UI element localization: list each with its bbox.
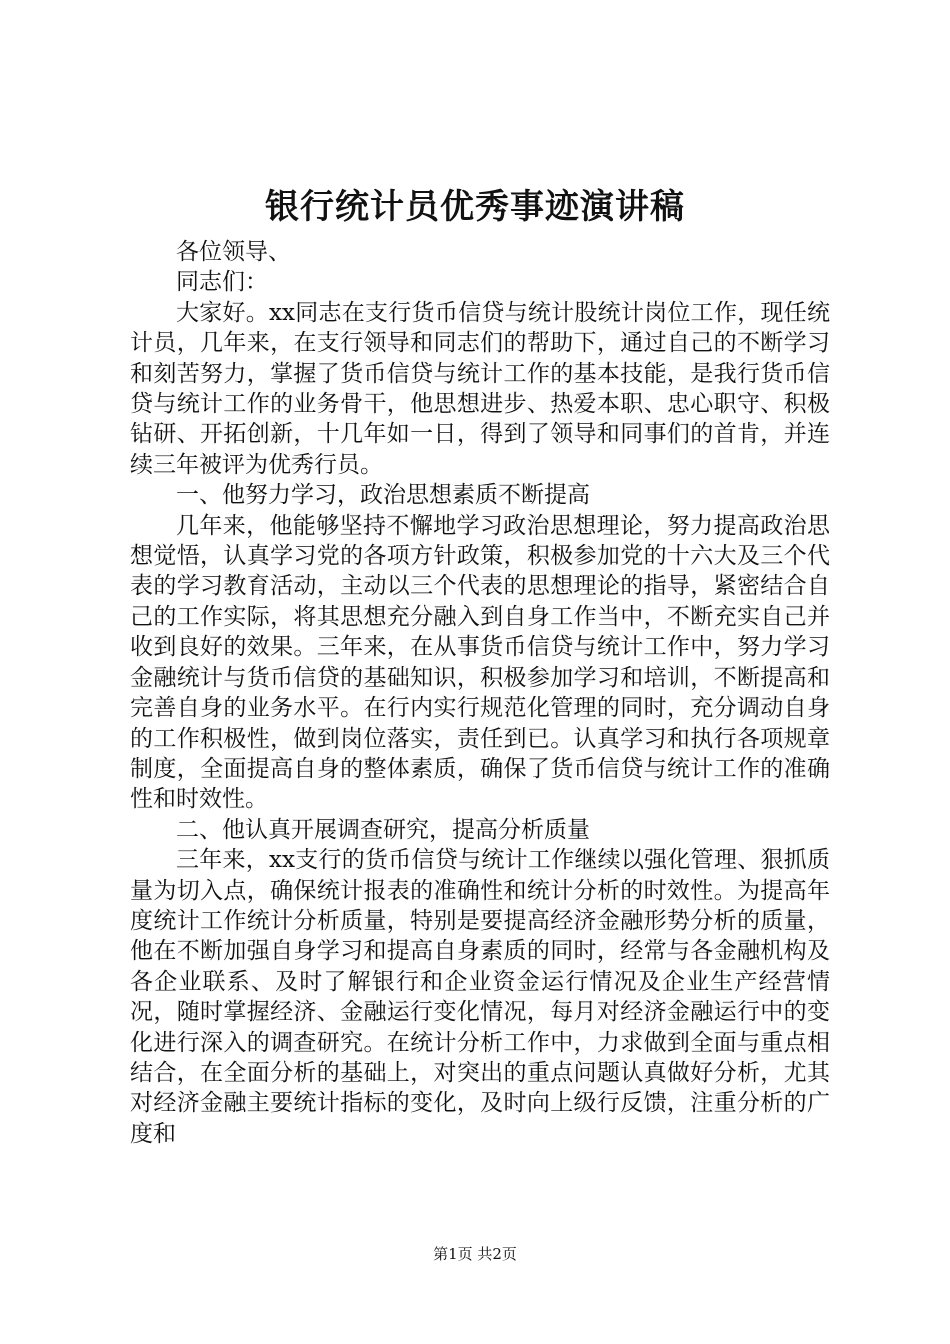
salutation-leaders: 各位领导、 bbox=[176, 239, 291, 265]
document-body bbox=[130, 237, 830, 1149]
page-footer: 第1页 共2页 bbox=[433, 1245, 517, 1263]
document-title: 银行统计员优秀事迹演讲稿 bbox=[265, 187, 685, 227]
section-1-paragraph: 几年来，他能够坚持不懈地学习政治思想理论，努力提高政治思想觉悟，认真学习党的各项方针政策，积极参加党的十六大及三个代表的学习教育活动，主动以三个代表的思想理论的指导，紧密结合自己的工作实际，将其思想充分融入到自身工作当中，不断充实自己并收到良好的效果。三年来，在从事货币信贷与统计工作中，努力学习金融统计与货币信贷的基础知识，积极参加学习和培训，不断提高和完善自身的业务水平。在行内实行规范化管理的同时，充分调动自身的工作积极性，做到岗位落实，责任到已。认真学习和执行各项规章制度，全面提高自身的整体素质，确保了货币信贷与统计工作的准确性和时效性。 bbox=[130, 512, 830, 813]
section-2-paragraph: 三年来，xx支行的货币信贷与统计工作继续以强化管理、狠抓质量为切入点，确保统计报表的准确性和统计分析的时效性。为提高年度统计工作统计分析质量，特别是要提高经济金融形势分析的质量，他在不断加强自身学习和提高自身素质的同时，经常与各金融机构及各企业联系、及时了解银行和企业资金运行情况及企业生产经营情况，随时掌握经济、金融运行变化情况，每月对经济金融运行中的变化进行深入的调查研究。在统计分析工作中，力求做到全面与重点相结合，在全面分析的基础上，对突出的重点问题认真做好分析，尤其对经济金融主要统计指标的变化，及时向上级行反馈，注重分析的广度和 bbox=[130, 847, 830, 1147]
intro-paragraph: 大家好。xx同志在支行货币信贷与统计股统计岗位工作，现任统计员，几年来，在支行领导和同志们的帮助下，通过自己的不断学习和刻苦努力，掌握了货币信贷与统计工作的基本技能，是我行货币信贷与统计工作的业务骨干，他思想进步、热爱本职、忠心职守、积极钻研、开拓创新，十几年如一日，得到了领导和同事们的首肯，并连续三年被评为优秀行员。 bbox=[130, 299, 830, 478]
salutation-comrades: 同志们： bbox=[176, 269, 268, 296]
section-heading-1: 一、他努力学习，政治思想素质不断提高 bbox=[176, 482, 590, 509]
section-heading-2: 二、他认真开展调查研究，提高分析质量 bbox=[176, 816, 590, 843]
